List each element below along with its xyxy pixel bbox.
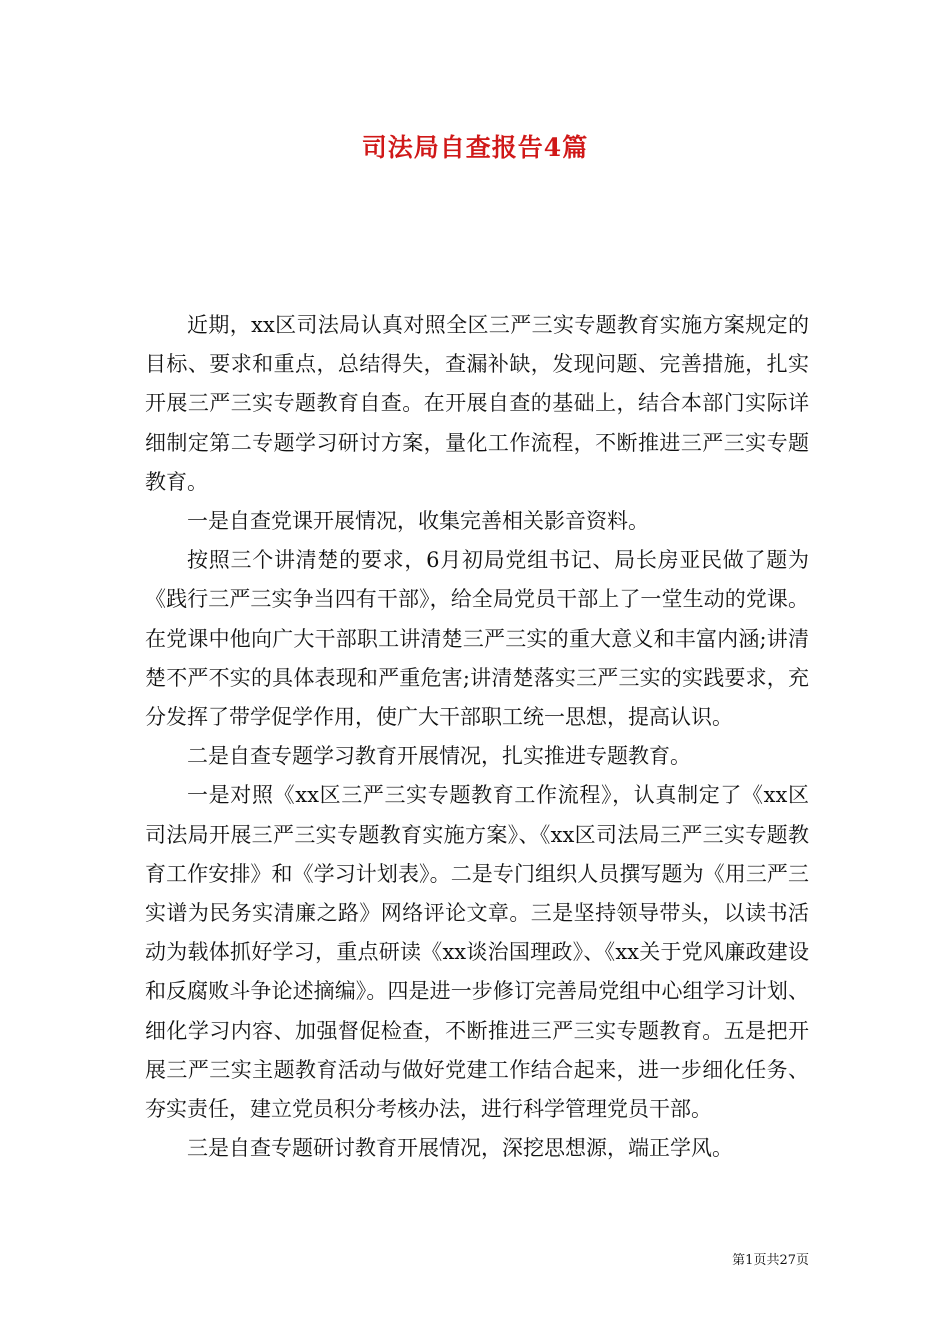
paragraph: 二是自查专题学习教育开展情况，扎实推进专题教育。 (187, 744, 691, 769)
document-body (145, 306, 809, 1168)
paragraph: 近期，xx区司法局认真对照全区三严三实专题教育实施方案规定的目标、要求和重点，总结得失，查漏补缺，发现问题、完善措施，扎实开展三严三实专题教育自查。在开展自查的基础上，结合本部门实际详细制定第二专题学习研讨方案，量化工作流程，不断推进三严三实专题教育。 (145, 313, 809, 494)
paragraph: 三是自查专题研讨教育开展情况，深挖思想源，端正学风。 (187, 1136, 733, 1161)
document-title: 司法局自查报告4篇 (361, 133, 589, 162)
page-number: 第1页共27页 (732, 1253, 809, 1268)
paragraph: 一是自查党课开展情况，收集完善相关影音资料。 (187, 509, 649, 534)
paragraph: 一是对照《xx区三严三实专题教育工作流程》，认真制定了《xx区司法局开展三严三实专题教育实施方案》、《xx区司法局三严三实专题教育工作安排》和《学习计划表》。二是专门组织人员撰写题为《用三严三实谱为民务实清廉之路》网络评论文章。三是坚持领导带头，以读书活动为载体抓好学习，重点研读《xx谈治国理政》、《xx关于党风廉政建设和反腐败斗争论述摘编》。四是进一步修订完善局党组中心组学习计划、细化学习内容、加强督促检查，不断推进三严三实专题教育。五是把开展三严三实主题教育活动与做好党建工作结合起来，进一步细化任务、夯实责任，建立党员积分考核办法，进行科学管理党员干部。 (145, 783, 809, 1122)
paragraph: 按照三个讲清楚的要求，6月初局党组书记、局长房亚民做了题为《践行三严三实争当四有干部》，给全局党员干部上了一堂生动的党课。在党课中他向广大干部职工讲清楚三严三实的重大意义和丰富内涵;讲清楚不严不实的具体表现和严重危害;讲清楚落实三严三实的实践要求，充分发挥了带学促学作用，使广大干部职工统一思想，提高认识。 (145, 548, 809, 730)
